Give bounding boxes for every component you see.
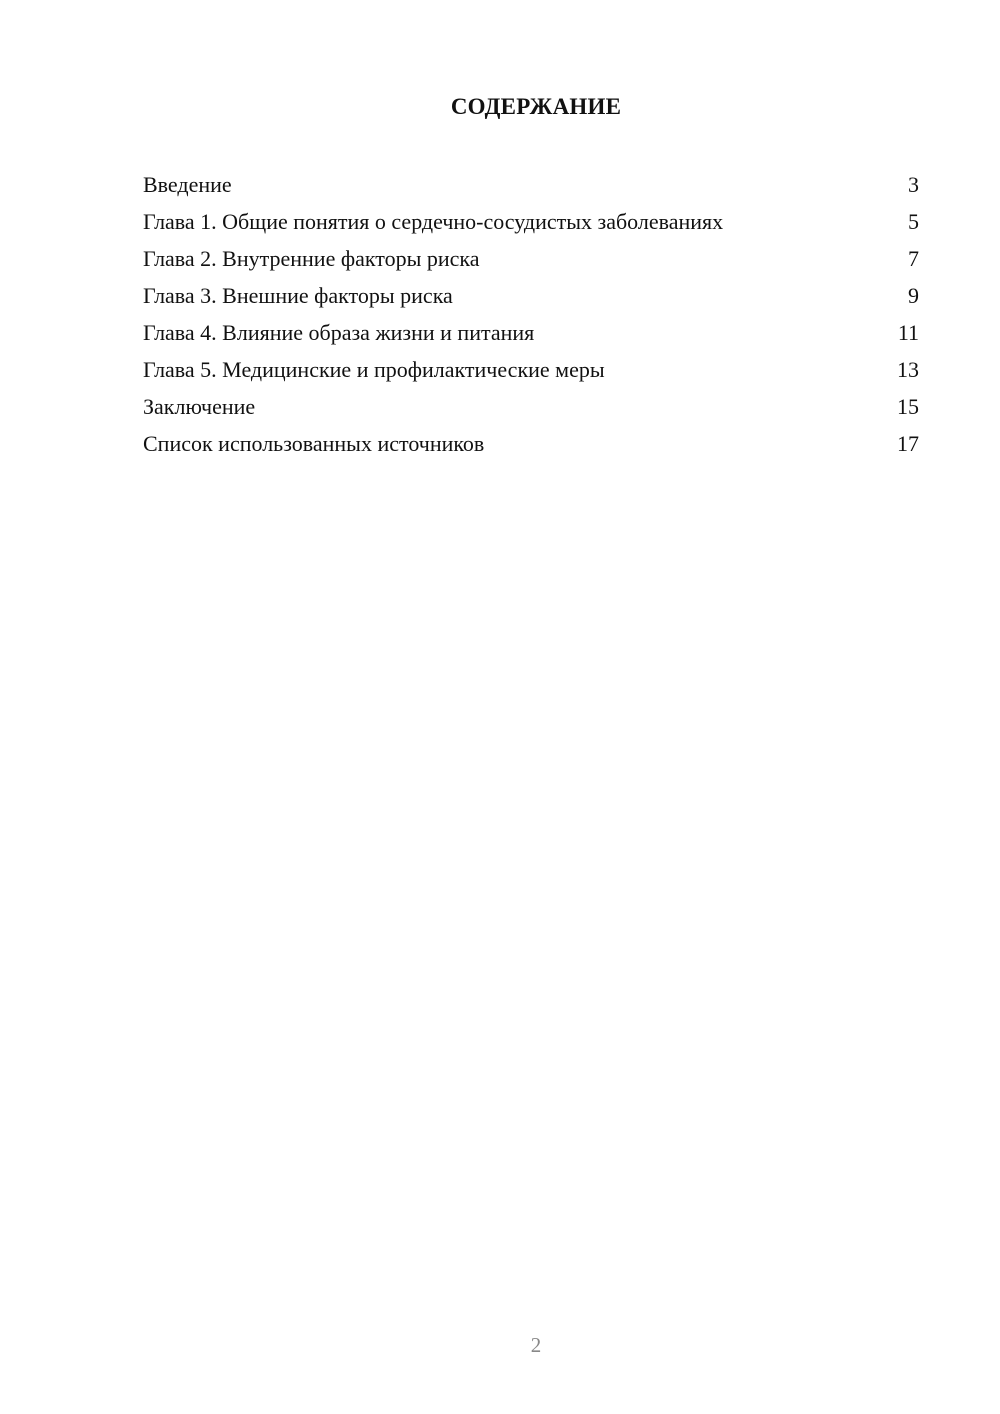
toc-entry-title: Заключение xyxy=(143,394,256,419)
toc-entry-title: Глава 4. Влияние образа жизни и питания xyxy=(143,320,535,345)
toc-entry-page-number: 11 xyxy=(897,320,919,345)
toc-entry-conclusion xyxy=(143,390,919,427)
toc-entry-title: Глава 3. Внешние факторы риска xyxy=(143,283,453,308)
toc-entry-title: Глава 1. Общие понятия о сердечно-сосудистых заболеваниях xyxy=(143,209,724,234)
table-of-contents xyxy=(143,168,919,464)
toc-entry-title: Введение xyxy=(143,172,232,197)
toc-entry-page-number: 13 xyxy=(897,357,919,382)
page-number: 2 xyxy=(530,1333,542,1357)
toc-entry-chapter-3 xyxy=(143,279,919,316)
toc-entry-chapter-5 xyxy=(143,353,919,390)
toc-entry-title: Список использованных источников xyxy=(143,431,485,456)
toc-entry-introduction xyxy=(143,168,919,205)
toc-entry-title: Глава 2. Внутренние факторы риска xyxy=(143,246,480,271)
toc-entry-page-number: 15 xyxy=(897,394,919,419)
toc-entry-chapter-4 xyxy=(143,316,919,353)
toc-entry-chapter-2 xyxy=(143,242,919,279)
toc-entry-page-number: 5 xyxy=(908,209,919,234)
toc-entry-page-number: 17 xyxy=(897,431,919,456)
toc-entry-title: Глава 5. Медицинские и профилактические меры xyxy=(143,357,605,382)
toc-entry-page-number: 7 xyxy=(908,246,919,271)
toc-entry-chapter-1 xyxy=(143,205,919,242)
toc-entry-references xyxy=(143,427,919,464)
toc-entry-page-number: 9 xyxy=(908,283,919,308)
toc-entry-page-number: 3 xyxy=(908,172,919,197)
toc-heading: СОДЕРЖАНИЕ xyxy=(450,94,622,119)
